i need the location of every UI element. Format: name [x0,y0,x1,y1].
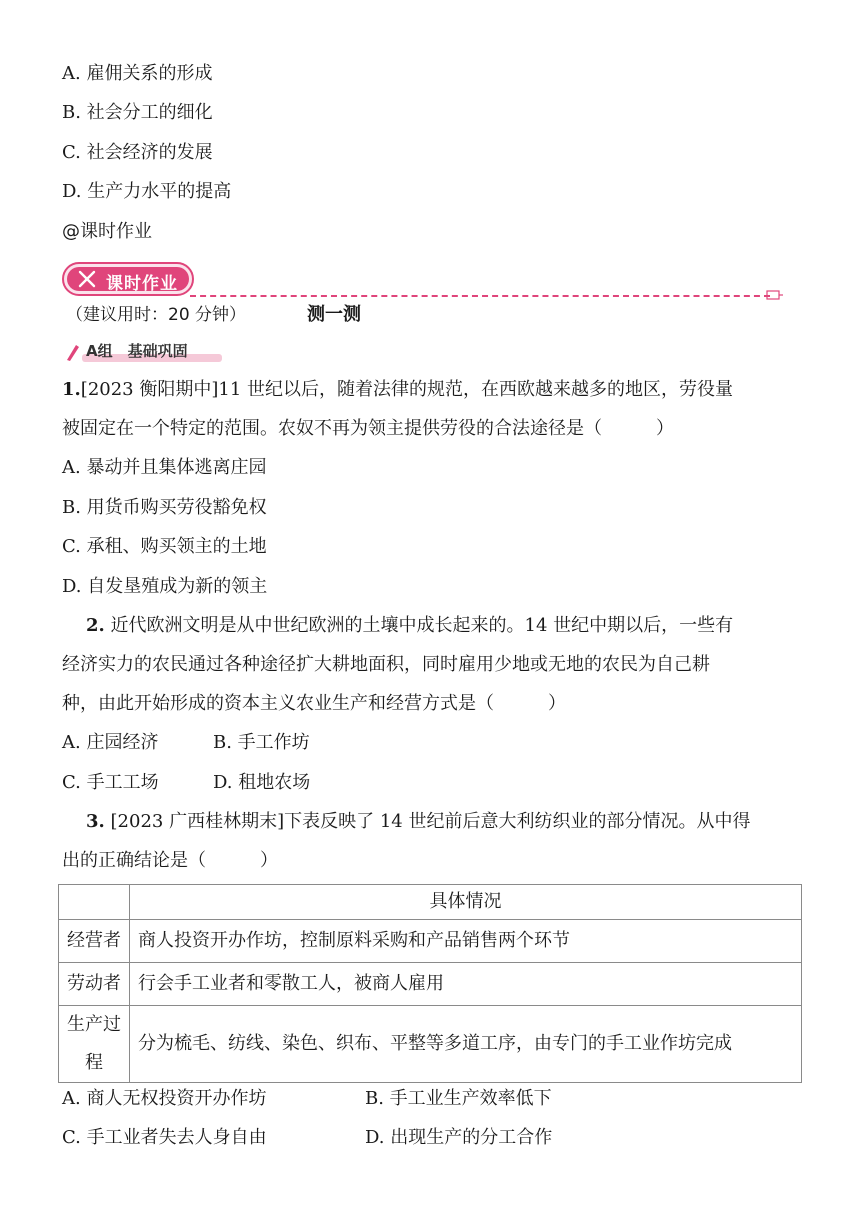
q3-number: 3. [86,811,105,832]
q3-text-1: [2023 广西桂林期末]下表反映了 14 世纪前后意大利纺织业的部分情况。从中得 [110,811,751,832]
table-header-empty [59,885,130,920]
q1-option-a: A. 暴动并且集体逃离庄园 [62,457,267,478]
table-row-label: 生产过程 [59,1006,130,1083]
q3-option-a: A. 商人无权投资开办作坊 [62,1088,267,1109]
table-row-label: 经营者 [59,920,130,963]
brush-icon [64,342,82,362]
homework-banner [62,262,194,296]
table-header-row [59,885,802,920]
prev-option-b: B. 社会分工的细化 [62,102,213,123]
q1-text-2: 被固定在一个特定的范围。农奴不再为领主提供劳役的合法途径是（ ） [62,418,674,439]
table-header-detail: 具体情况 [130,885,802,920]
q3-option-c: C. 手工业者失去人身自由 [62,1127,267,1148]
prev-option-d: D. 生产力水平的提高 [62,181,232,202]
table-row [59,963,802,1006]
q2-text-1: 近代欧洲文明是从中世纪欧洲的土壤中成长起来的。14 世纪中期以后，一些有 [110,615,734,636]
q1-option-d: D. 自发垦殖成为新的领主 [62,576,268,597]
q3-table [58,884,802,1083]
section-label: A组 基础巩固 [86,342,188,360]
table-row-value: 行会手工业者和零散工人，被商人雇用 [130,963,802,1006]
q2-option-d: D. 租地农场 [213,772,311,793]
table-row [59,920,802,963]
q3-option-d: D. 出现生产的分工合作 [365,1127,553,1148]
prev-option-c: C. 社会经济的发展 [62,142,213,163]
banner-divider [190,295,770,297]
q2-option-b: B. 手工作坊 [213,732,310,753]
q2-text-3: 种，由此开始形成的资本主义农业生产和经营方式是（ ） [62,693,566,714]
q1-text-1: [2023 衡阳期中]11 世纪以后，随着法律的规范，在西欧越来越多的地区，劳役量 [80,379,733,400]
banner-label: 课时作业 [106,274,178,294]
divider-end-icon [766,289,784,301]
table-row-label: 劳动者 [59,963,130,1006]
section-marker: @课时作业 [62,221,152,242]
q2-text-2: 经济实力的农民通过各种途径扩大耕地面积，同时雇用少地或无地的农民为自己耕 [62,654,710,675]
q1-line-1 [62,378,733,402]
suggested-time: （建议用时：20 分钟） [66,305,247,325]
q2-number: 2. [86,615,105,636]
q2-line-1 [86,614,733,638]
table-row [59,1006,802,1083]
table-row-value: 分为梳毛、纺线、染色、织布、平整等多道工序，由专门的手工业作坊完成 [130,1006,802,1083]
q3-option-b: B. 手工业生产效率低下 [365,1088,552,1109]
q3-line-1 [86,810,750,834]
q1-option-c: C. 承租、购买领主的土地 [62,536,267,557]
q2-option-c: C. 手工工场 [62,772,159,793]
test-label: 测一测 [307,304,361,325]
q2-option-a: A. 庄园经济 [62,732,159,753]
q3-text-2: 出的正确结论是（ ） [62,850,278,871]
table-row-value: 商人投资开办作坊，控制原料采购和产品销售两个环节 [130,920,802,963]
q1-number: 1. [62,379,81,400]
pencil-ruler-icon [76,268,98,290]
prev-option-a: A. 雇佣关系的形成 [62,63,213,84]
q1-option-b: B. 用货币购买劳役豁免权 [62,497,267,518]
